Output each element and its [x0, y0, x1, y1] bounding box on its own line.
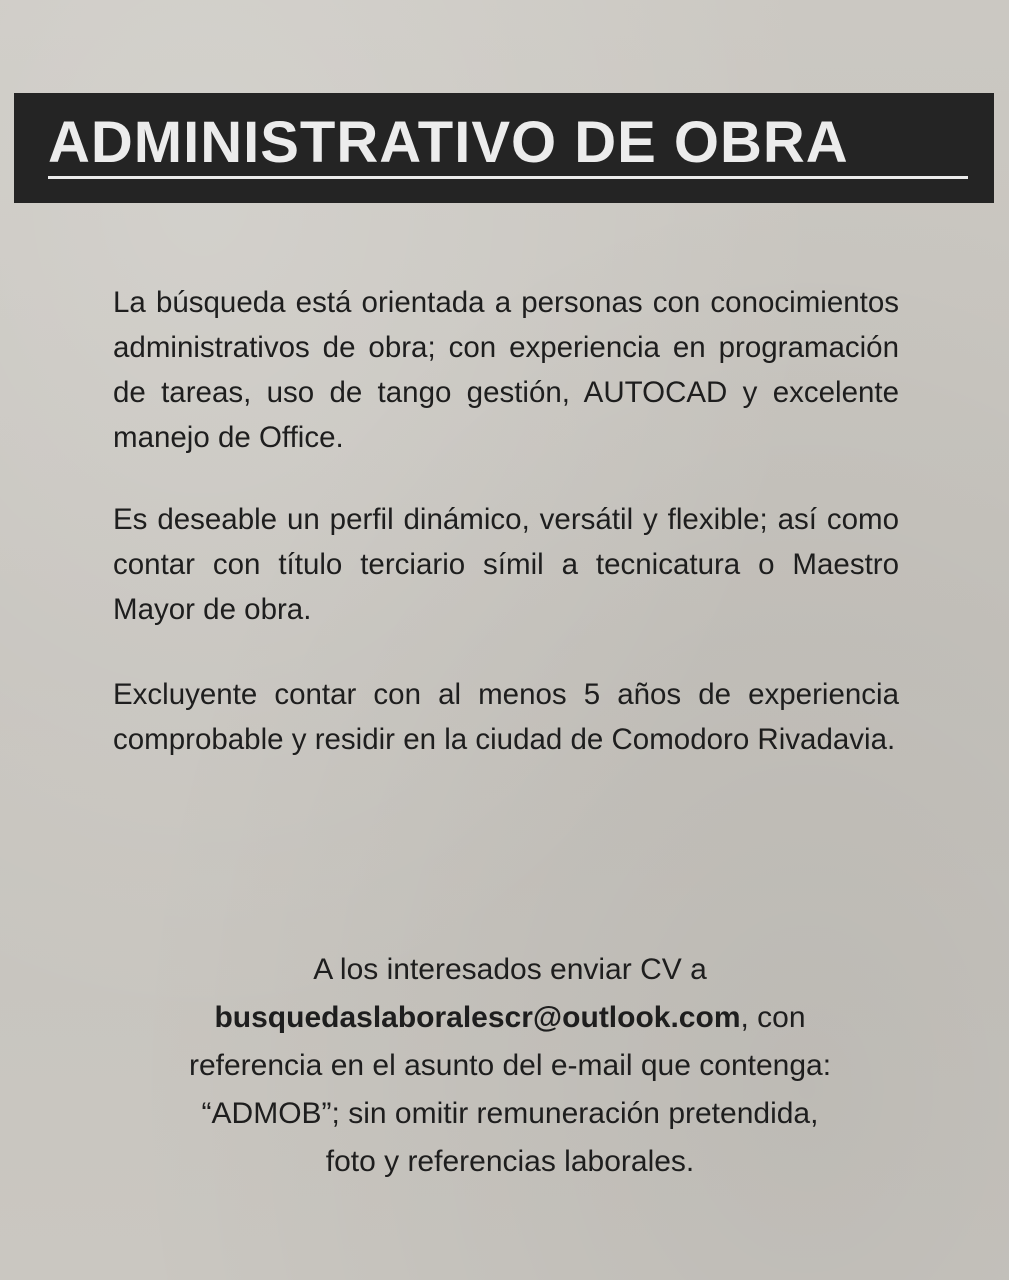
paragraph-desirable: Es deseable un perfil dinámico, versátil y flexible; así como contar con título terciario símil a tecnicatura o Maestro Mayor de obra. [113, 503, 899, 626]
contact-subject-instruction: referencia en el asunto del e-mail que contenga: [188, 1049, 832, 1082]
paragraph-mandatory: Excluyente contar con al menos 5 años de experiencia comprobable y residir en la ciudad de Comodoro Rivadavia. [113, 678, 899, 756]
contact-subject-code: “ADMOB”; sin omitir remuneración pretendida, [201, 1097, 819, 1130]
contact-email-line [100, 994, 920, 1042]
ad-title: ADMINISTRATIVO DE OBRA [48, 110, 968, 179]
title-band [14, 93, 994, 203]
paragraph-requirements: La búsqueda está orientada a personas con conocimientos administrativos de obra; con experiencia en programación de tareas, uso de tango gestión, AUTOCAD y excelente manejo de Office. [113, 286, 899, 454]
contact-attachments: foto y referencias laborales. [325, 1145, 695, 1178]
contact-section [100, 946, 920, 1186]
contact-email: busquedaslaboralescr@outlook.com [214, 1001, 741, 1034]
contact-intro: A los interesados enviar CV a [313, 953, 707, 986]
contact-email-suffix: , con [740, 1001, 806, 1034]
